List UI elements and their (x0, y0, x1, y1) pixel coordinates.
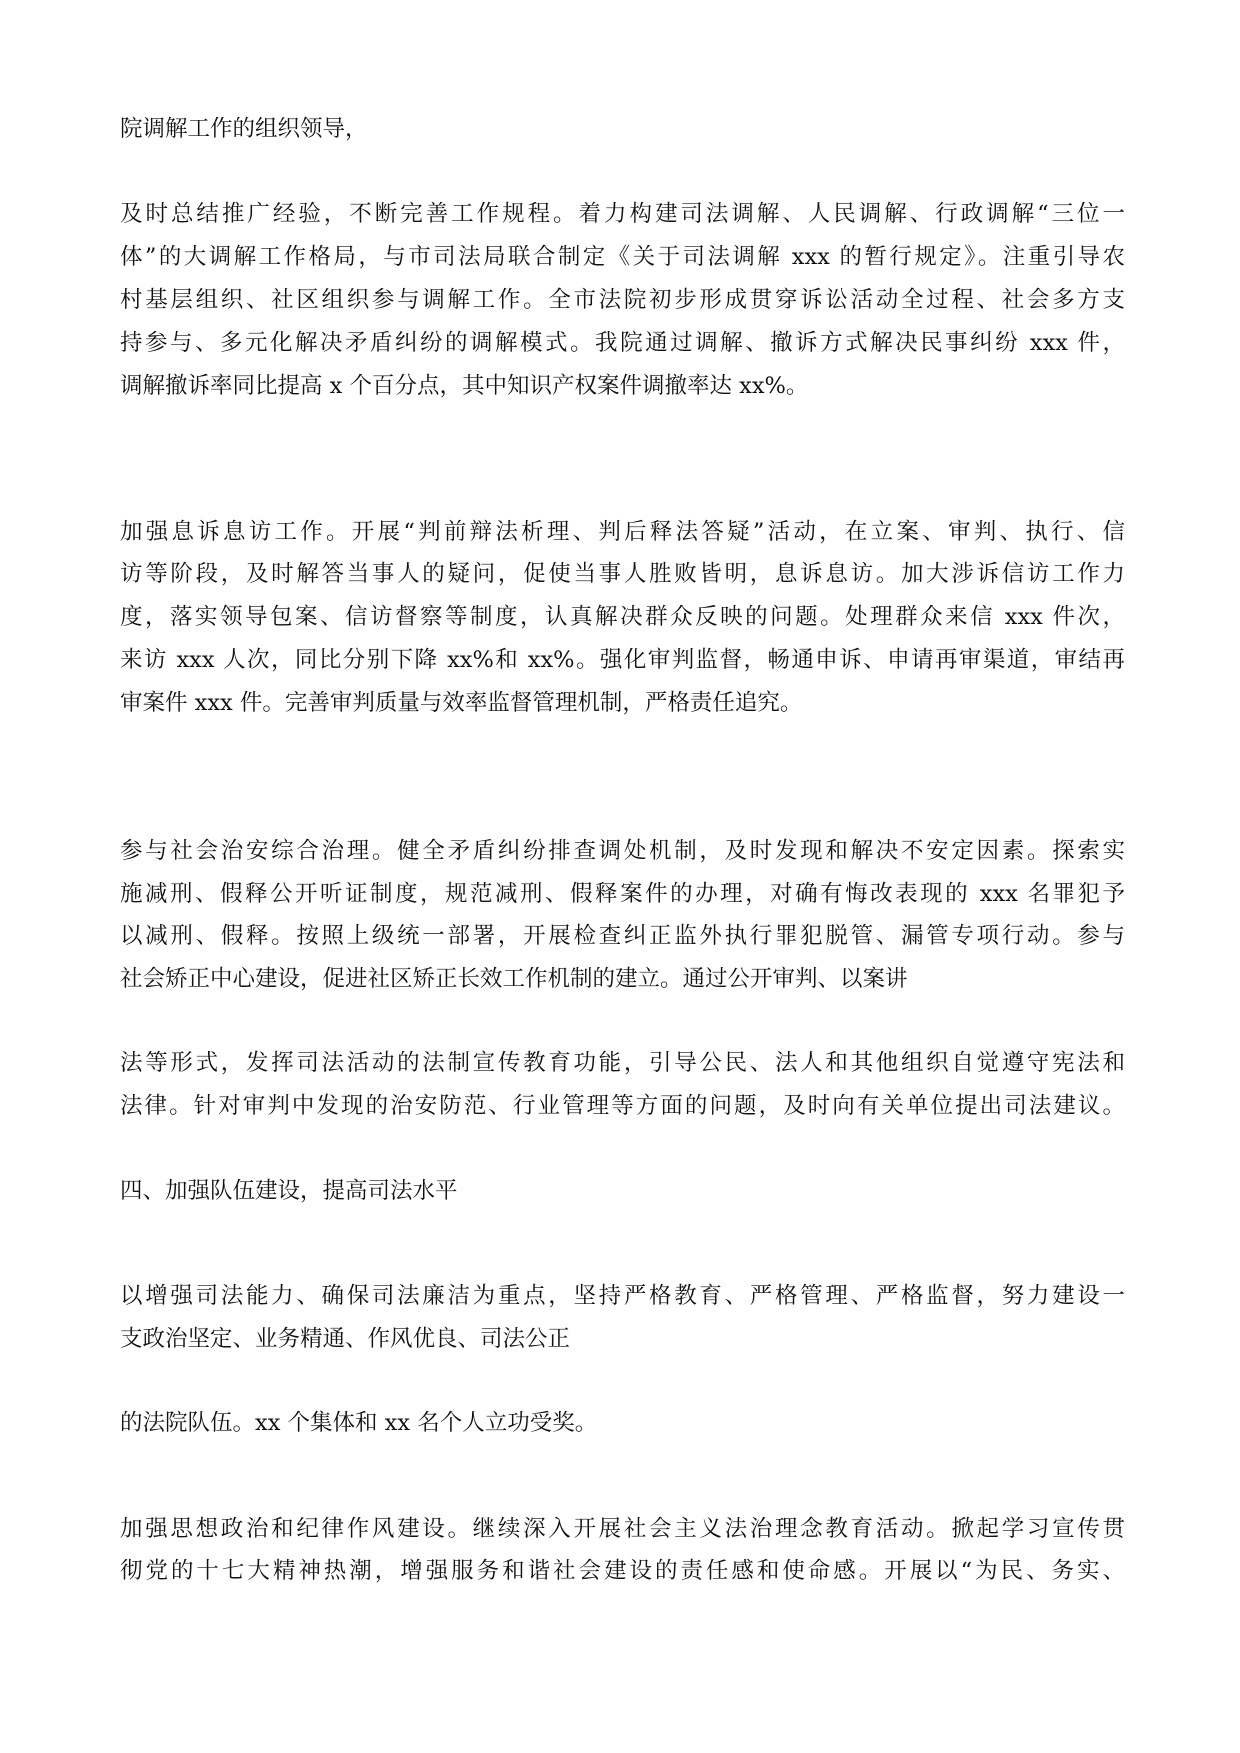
text-line: 彻党的十七大精神热潮，增强服务和谐社会建设的责任感和使命感。开展以“为民、务实、 (120, 1558, 1125, 1584)
text-line: 社会矫正中心建设，促进社区矫正长效工作机制的建立。通过公开审判、以案讲 (120, 966, 908, 992)
text-line: 持参与、多元化解决矛盾纠纷的调解模式。我院通过调解、撤诉方式解决民事纠纷 xxx 件， (120, 330, 1125, 356)
text-line: 法律。针对审判中发现的治安防范、行业管理等方面的问题，及时向有关单位提出司法建议。 (120, 1093, 1125, 1119)
text-line: 来访 xxx 人次，同比分别下降 xx%和 xx%。强化审判监督，畅通申诉、申请再审渠道，审结再 (120, 647, 1125, 673)
text-line: 度，落实领导包案、信访督察等制度，认真解决群众反映的问题。处理群众来信 xxx 件次， (120, 604, 1125, 630)
text-line: 以减刑、假释。按照上级统一部署，开展检查纠正监外执行罪犯脱管、漏管专项行动。参与 (120, 923, 1125, 949)
text-line: 村基层组织、社区组织参与调解工作。全市法院初步形成贯穿诉讼活动全过程、社会多方支 (120, 287, 1125, 313)
text-line: 及时总结推广经验，不断完善工作规程。着力构建司法调解、人民调解、行政调解“三位一 (120, 201, 1125, 227)
text-line: 调解撤诉率同比提高 x 个百分点，其中知识产权案件调撤率达 xx%。 (120, 373, 809, 399)
text-line: 院调解工作的组织领导， (120, 116, 368, 142)
text-line: 支政治坚定、业务精通、作风优良、司法公正 (120, 1326, 571, 1352)
text-line: 的法院队伍。xx 个集体和 xx 名个人立功受奖。 (120, 1410, 598, 1436)
text-line: 审案件 xxx 件。完善审判质量与效率监督管理机制，严格责任追究。 (120, 690, 803, 716)
text-line: 以增强司法能力、确保司法廉洁为重点，坚持严格教育、严格管理、严格监督，努力建设一 (120, 1283, 1125, 1309)
text-line: 参与社会治安综合治理。健全矛盾纠纷排查调处机制，及时发现和解决不安定因素。探索实 (120, 838, 1125, 864)
text-line: 四、加强队伍建设，提高司法水平 (120, 1178, 458, 1204)
text-line: 法等形式，发挥司法活动的法制宣传教育功能，引导公民、法人和其他组织自觉遵守宪法和 (120, 1050, 1125, 1076)
text-line: 加强思想政治和纪律作风建设。继续深入开展社会主义法治理念教育活动。掀起学习宣传贯 (120, 1516, 1125, 1542)
text-line: 体”的大调解工作格局，与市司法局联合制定《关于司法调解 xxx 的暂行规定》。注重引导农 (120, 244, 1125, 270)
text-line: 加强息诉息访工作。开展“判前辩法析理、判后释法答疑”活动，在立案、审判、执行、信 (120, 519, 1125, 545)
text-line: 访等阶段，及时解答当事人的疑问，促使当事人胜败皆明，息诉息访。加大涉诉信访工作力 (120, 561, 1125, 587)
text-line: 施减刑、假释公开听证制度，规范减刑、假释案件的办理，对确有悔改表现的 xxx 名罪犯予 (120, 881, 1125, 907)
document-page (120, 0, 1125, 1753)
